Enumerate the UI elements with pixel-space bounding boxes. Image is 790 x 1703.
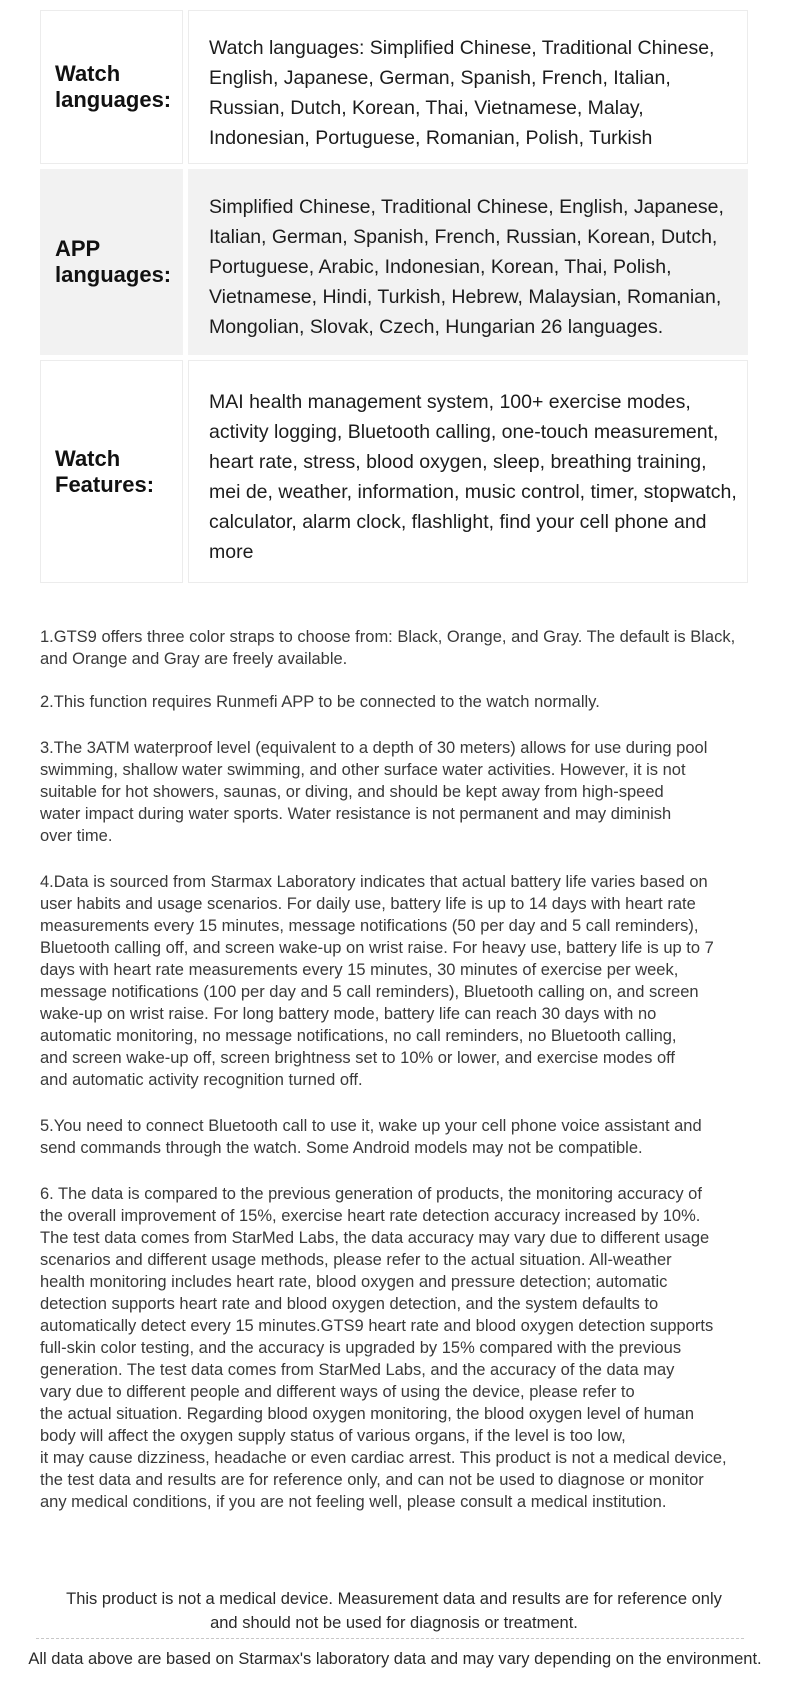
spec-row-watch-features (40, 360, 748, 583)
footnotes (40, 626, 756, 1534)
footer-note: All data above are based on Starmax's laboratory data and may vary depending on the environment. (28, 1650, 762, 1668)
spec-value: Watch languages: Simplified Chinese, Traditional Chinese, English, Japanese, German, Spanish, French, Italian, Russian, Dutch, Korean, Thai, Vietnamese, Malay, Indonesian, Portuguese, Romanian, Polish, Turkish (188, 10, 748, 164)
dashed-divider (36, 1638, 744, 1639)
spec-table (40, 10, 748, 588)
footnote-3: 3.The 3ATM waterproof level (equivalent to a depth of 30 meters) allows for use during pool swimming, shallow water swimming, and other surface water activities. However, it is not suitable for hot showers, saunas, or diving, and should be kept away from high-speed water impact during water sports. Water resistance is not permanent and may diminish over time. (40, 739, 708, 845)
spec-label-text: APP languages: (55, 236, 172, 287)
medical-disclaimer: This product is not a medical device. Measurement data and results are for reference only and should not be used for diagnosis or treatment. (66, 1590, 722, 1632)
spec-label-text: Watch Features: (55, 445, 155, 497)
spec-label-text: Watch languages: (55, 61, 172, 112)
footnote-4: 4.Data is sourced from Starmax Laboratory indicates that actual battery life varies based on user habits and usage scenarios. For daily use, battery life is up to 14 days with heart rate measurements every 15 minutes, message notifications (50 per day and 5 call reminders), Bluetooth calling off, and screen wake-up on wrist raise. For heavy use, battery life is up to 7 days with heart rate measurements every 15 minutes, 30 minutes of exercise per week, message notifications (100 per day and 5 call reminders), Bluetooth calling on, and screen wake-up on wrist raise. For long battery mode, battery life can reach 30 days with no automatic monitoring, no message notifications, no call reminders, no Bluetooth calling, and screen wake-up off, screen brightness set to 10% or lower, and exercise modes off and automatic activity recognition turned off. (40, 873, 714, 1089)
spec-row-watch-languages (40, 10, 748, 164)
spec-value: Simplified Chinese, Traditional Chinese, English, Japanese, Italian, German, Spanish, French, Russian, Korean, Dutch, Portuguese, Arabic, Indonesian, Korean, Thai, Polish, Vietnamese, Hindi, Turkish, Hebrew, Malaysian, Romanian, Mongolian, Slovak, Czech, Hungarian 26 languages. (188, 169, 748, 355)
spec-row-app-languages (40, 169, 748, 355)
spec-label (40, 10, 183, 164)
spec-value: MAI health management system, 100+ exercise modes, activity logging, Bluetooth calling, one-touch measurement, heart rate, stress, blood oxygen, sleep, breathing training, mei de, weather, information, music control, timer, stopwatch, calculator, alarm clock, flashlight, find your cell phone and more (188, 360, 748, 583)
footnote-6: 6. The data is compared to the previous generation of products, the monitoring accuracy of the overall improvement of 15%, exercise heart rate detection accuracy increased by 10%. The test data comes from StarMed Labs, the data accuracy may vary due to different usage scenarios and different usage methods, please refer to the actual situation. All-weather health monitoring includes heart rate, blood oxygen and pressure detection; automatic detection supports heart rate and blood oxygen detection, and the system defaults to automatically detect every 15 minutes.GTS9 heart rate and blood oxygen detection supports full-skin color testing, and the accuracy is upgraded by 15% compared with the previous generation. The test data comes from StarMed Labs, and the accuracy of the data may vary due to different people and different ways of using the device, please refer to the actual situation. Regarding blood oxygen monitoring, the blood oxygen level of human body will affect the oxygen supply status of various organs, if the level is too low, it may cause dizziness, headache or even cardiac arrest. This product is not a medical device, the test data and results are for reference only, and can not be used to diagnose or monitor any medical conditions, if you are not feeling well, please consult a medical institution. (40, 1185, 727, 1511)
footnote-1: 1.GTS9 offers three color straps to choose from: Black, Orange, and Gray. The default is Black, and Orange and Gray are freely available. (40, 628, 736, 668)
footnote-2: 2.This function requires Runmefi APP to be connected to the watch normally. (40, 693, 600, 711)
spec-label (40, 169, 183, 355)
footnote-5: 5.You need to connect Bluetooth call to use it, wake up your cell phone voice assistant and send commands through the watch. Some Android models may not be compatible. (40, 1117, 702, 1157)
spec-label (40, 360, 183, 583)
